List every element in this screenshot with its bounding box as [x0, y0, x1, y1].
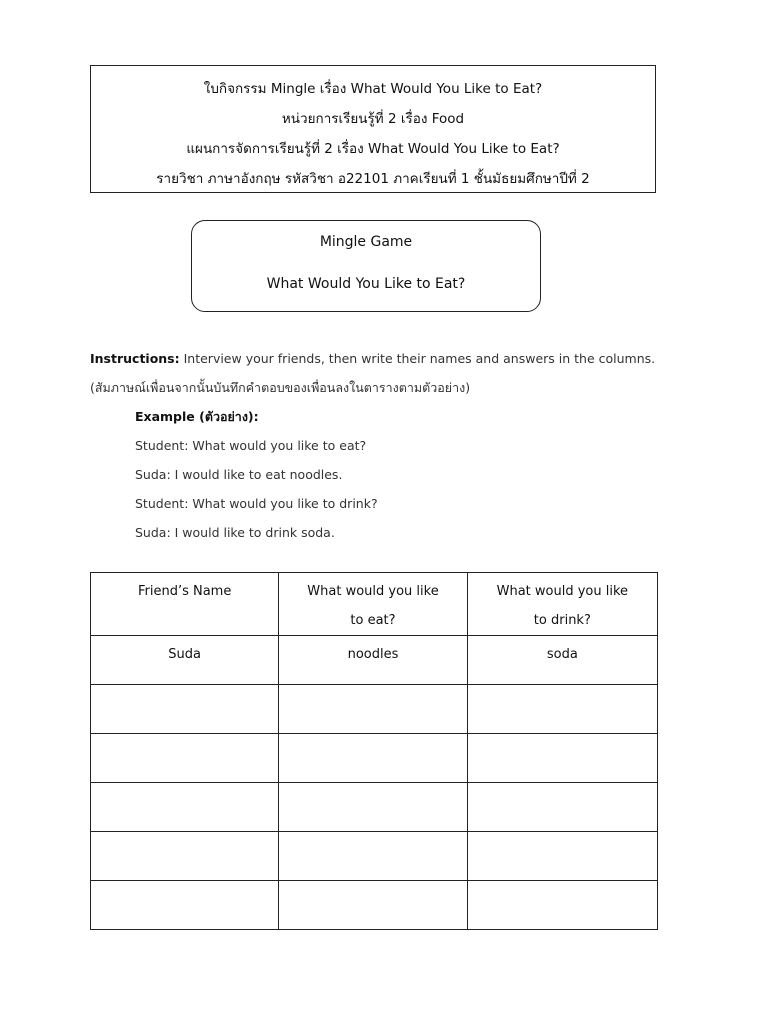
cell-name[interactable] [91, 734, 279, 783]
game-title-box [191, 220, 541, 312]
table-header-row [91, 573, 658, 636]
game-subtitle: What Would You Like to Eat? [266, 276, 466, 292]
instructions [90, 344, 730, 402]
header-text: to drink? [533, 613, 591, 628]
header-text: Friend’s Name [137, 584, 232, 599]
header-lesson-plan: แผนการจัดการเรียนรู้ที่ 2 เรื่อง What Would You Like to Eat? [186, 141, 560, 157]
cell-name[interactable] [91, 685, 279, 734]
cell-drink: soda [467, 636, 657, 685]
header-unit: หน่วยการเรียนรู้ที่ 2 เรื่อง Food [281, 111, 465, 127]
header-text: What would you like [496, 584, 629, 599]
cell-eat[interactable] [279, 783, 467, 832]
table-row [91, 881, 658, 930]
instructions-text: Interview your friends, then write their names and answers in the columns. [179, 351, 656, 366]
worksheet-header-box [90, 65, 656, 193]
cell-drink[interactable] [467, 685, 657, 734]
table-row [91, 783, 658, 832]
cell-name[interactable] [91, 783, 279, 832]
cell-drink[interactable] [467, 881, 657, 930]
instructions-label: Instructions: [90, 351, 180, 366]
header-eat [279, 573, 467, 636]
header-friends-name [91, 573, 279, 636]
header-text: What would you like [307, 584, 439, 599]
cell-name[interactable] [91, 881, 279, 930]
example-line: Suda: I would like to eat noodles. [135, 467, 343, 482]
header-course-info: รายวิชา ภาษาอังกฤษ รหัสวิชา อ22101 ภาคเรียนที่ 1 ชั้นมัธยมศึกษาปีที่ 2 [156, 171, 590, 187]
example-line: Student: What would you like to drink? [135, 496, 378, 511]
cell-drink[interactable] [467, 734, 657, 783]
table-row [91, 832, 658, 881]
cell-eat[interactable] [279, 832, 467, 881]
header-text: to eat? [350, 613, 396, 628]
table-row [91, 636, 658, 685]
answer-table [90, 572, 658, 930]
cell-eat[interactable] [279, 685, 467, 734]
cell-eat: noodles [279, 636, 467, 685]
header-activity-title: ใบกิจกรรม Mingle เรื่อง What Would You Like to Eat? [203, 81, 543, 97]
instructions-thai: (สัมภาษณ์เพื่อนจากนั้นบันทึกคำตอบของเพื่อนลงในตารางตามตัวอย่าง) [90, 380, 471, 395]
example-section [135, 402, 695, 547]
cell-eat[interactable] [279, 881, 467, 930]
example-line: Student: What would you like to eat? [135, 438, 367, 453]
table-row [91, 734, 658, 783]
table-row [91, 685, 658, 734]
cell-name[interactable] [91, 832, 279, 881]
cell-name: Suda [91, 636, 279, 685]
cell-drink[interactable] [467, 832, 657, 881]
game-title: Mingle Game [319, 234, 413, 250]
cell-eat[interactable] [279, 734, 467, 783]
cell-drink[interactable] [467, 783, 657, 832]
example-title: Example (ตัวอย่าง): [135, 409, 259, 424]
header-drink [467, 573, 657, 636]
example-line: Suda: I would like to drink soda. [135, 525, 335, 540]
